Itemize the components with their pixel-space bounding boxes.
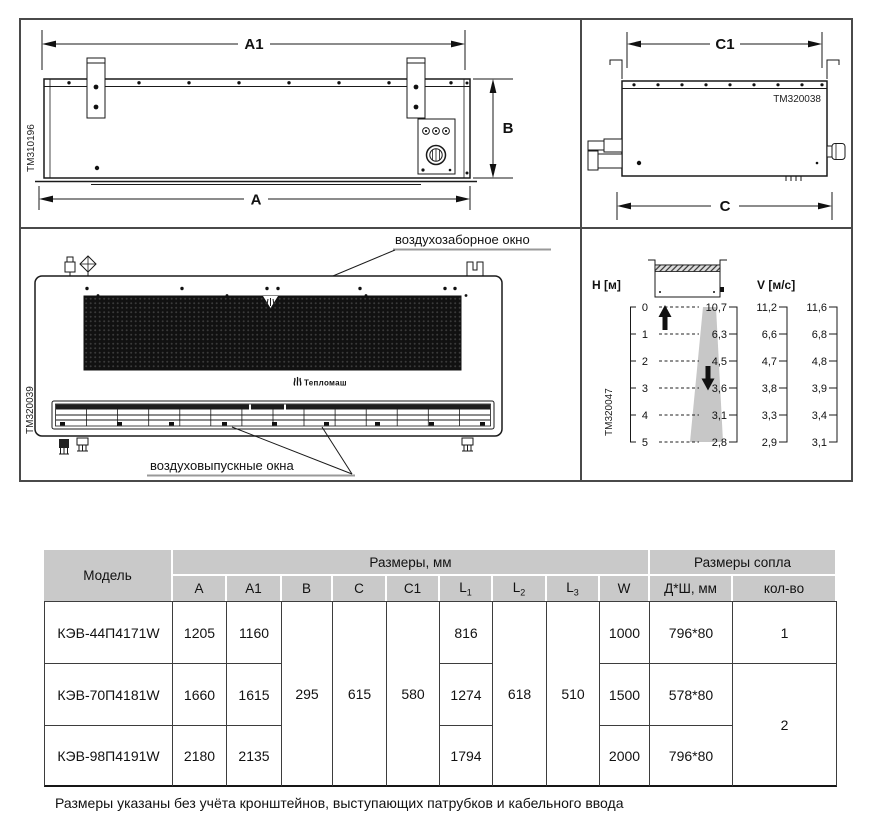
v-value: 3,6 [711,383,727,395]
v-value: 2,8 [711,437,727,449]
v-value: 4,5 [711,356,727,368]
value-cell: 816 [440,601,493,663]
col-header-b: B [282,576,333,601]
col-header-w: W [600,576,650,601]
value-cell: 2000 [600,725,650,787]
v-value: 6,3 [711,329,727,341]
value-cell: 1 [733,601,837,663]
value-cell: 1660 [173,663,227,725]
v-value: 6,6 [761,329,777,341]
dim-c1 [627,32,822,68]
dim-b-label: B [502,120,514,137]
intake-mesh [84,296,461,370]
col-header-c: C [333,576,387,601]
mounting-bracket-right [407,58,425,118]
value-cell: 2180 [173,725,227,787]
intake-window-label: воздухозаборное окно [395,232,530,247]
top-right-bracket [465,262,485,276]
h-tick: 2 [641,356,648,368]
v-column-3 [806,302,837,449]
cable-gland [827,144,845,160]
v-value: 3,3 [761,410,777,422]
value-cell: 1500 [600,663,650,725]
col-header-l2: $L_2$ [493,576,547,601]
water-pipes [588,139,622,170]
col-header-l3: $L_3$ [547,576,600,601]
side-view-panel [582,20,851,229]
v-axis-label: V [м/с] [757,278,796,292]
bottom-feet-right [462,438,473,451]
front-view-drawing [21,229,580,480]
v-value: 11,6 [806,302,827,314]
v-value: 3,9 [811,383,827,395]
v-column-2 [756,302,787,449]
col-header-model: Модель [44,550,173,601]
value-cell-c1: 580 [387,601,440,787]
airflow-chart [582,229,851,480]
value-cell-l3: 510 [547,601,600,787]
v-value: 10,7 [705,302,727,314]
h-tick: 5 [641,437,648,449]
side-view-drawing [582,20,851,227]
brand-name: Тепломаш [304,378,347,388]
col-header-l1: $L_1$ [440,576,493,601]
v-value: 2,9 [761,437,777,449]
table-row-kev44 [44,601,837,663]
drawing-code-tm310196: TM310196 [26,124,37,172]
model-cell: КЭВ-44П4171W [44,601,173,663]
table-row-kev98 [44,725,837,787]
intake-arrow-icon [659,305,672,330]
value-cell: 578*80 [650,663,733,725]
unit-side-body [610,60,839,181]
bottom-feet-left [59,438,88,454]
outlet-grille [52,401,494,429]
h-tick: 1 [641,329,648,341]
value-cell: 1000 [600,601,650,663]
v-value: 3,1 [811,437,827,449]
v-value: 4,7 [761,356,777,368]
value-cell: 1274 [440,663,493,725]
v-value: 3,4 [811,410,827,422]
col-header-nozzle-size: Д*Ш, мм [650,576,733,601]
value-cell: 1205 [173,601,227,663]
h-tick: 3 [641,383,648,395]
value-cell-c: 615 [333,601,387,787]
outlet-windows-label: воздуховыпускные окна [150,458,294,473]
rear-view-panel [21,20,582,229]
h-tick: 0 [641,302,648,314]
footnote: Размеры указаны без учёта кронштейнов, выступающих патрубков и кабельного ввода [55,795,624,811]
v-value: 11,2 [756,302,777,314]
value-cell-l2: 618 [493,601,547,787]
drawings-panel [19,18,853,482]
front-view-panel [21,229,582,480]
rear-view-drawing [21,20,580,227]
airflow-chart-panel [582,229,851,480]
value-cell: 1615 [227,663,282,725]
v-value: 6,8 [811,329,827,341]
drawing-code-tm320039: TM320039 [25,386,36,434]
dim-a [39,186,470,210]
mini-unit-icon [648,260,727,297]
group-header-dimensions: Размеры, мм [173,550,650,576]
dim-c-label: C [719,198,731,215]
v-value: 4,8 [811,356,827,368]
v-value: 3,1 [711,410,727,422]
col-header-a: A [173,576,227,601]
dim-a1-label: A1 [244,36,264,53]
table-row-kev70 [44,663,837,725]
col-header-c1: C1 [387,576,440,601]
dim-c [617,192,832,220]
h-tick: 4 [641,410,648,422]
electrical-box [418,119,455,174]
drawing-code-tm320038: TM320038 [773,94,821,105]
value-cell: 2135 [227,725,282,787]
h-axis [631,302,649,449]
group-header-nozzle: Размеры сопла [650,550,837,576]
value-cell: 1160 [227,601,282,663]
model-cell: КЭВ-98П4191W [44,725,173,787]
h-axis-label: H [м] [592,278,621,292]
dimensions-table [44,550,837,787]
dim-c1-label: C1 [715,36,735,53]
mounting-bracket-left [87,58,105,118]
value-cell-b: 295 [282,601,333,787]
drawing-code-tm320047: TM320047 [604,388,615,436]
col-header-a1: A1 [227,576,282,601]
dim-a-label: A [250,191,262,209]
model-cell: КЭВ-70П4181W [44,663,173,725]
value-cell: 796*80 [650,725,733,787]
value-cell: 1794 [440,725,493,787]
value-cell: 796*80 [650,601,733,663]
dim-b [473,79,514,178]
valve-fittings [65,256,96,276]
v-value: 3,8 [761,383,777,395]
col-header-qty: кол-во [733,576,837,601]
value-cell-qty: 2 [733,663,837,787]
